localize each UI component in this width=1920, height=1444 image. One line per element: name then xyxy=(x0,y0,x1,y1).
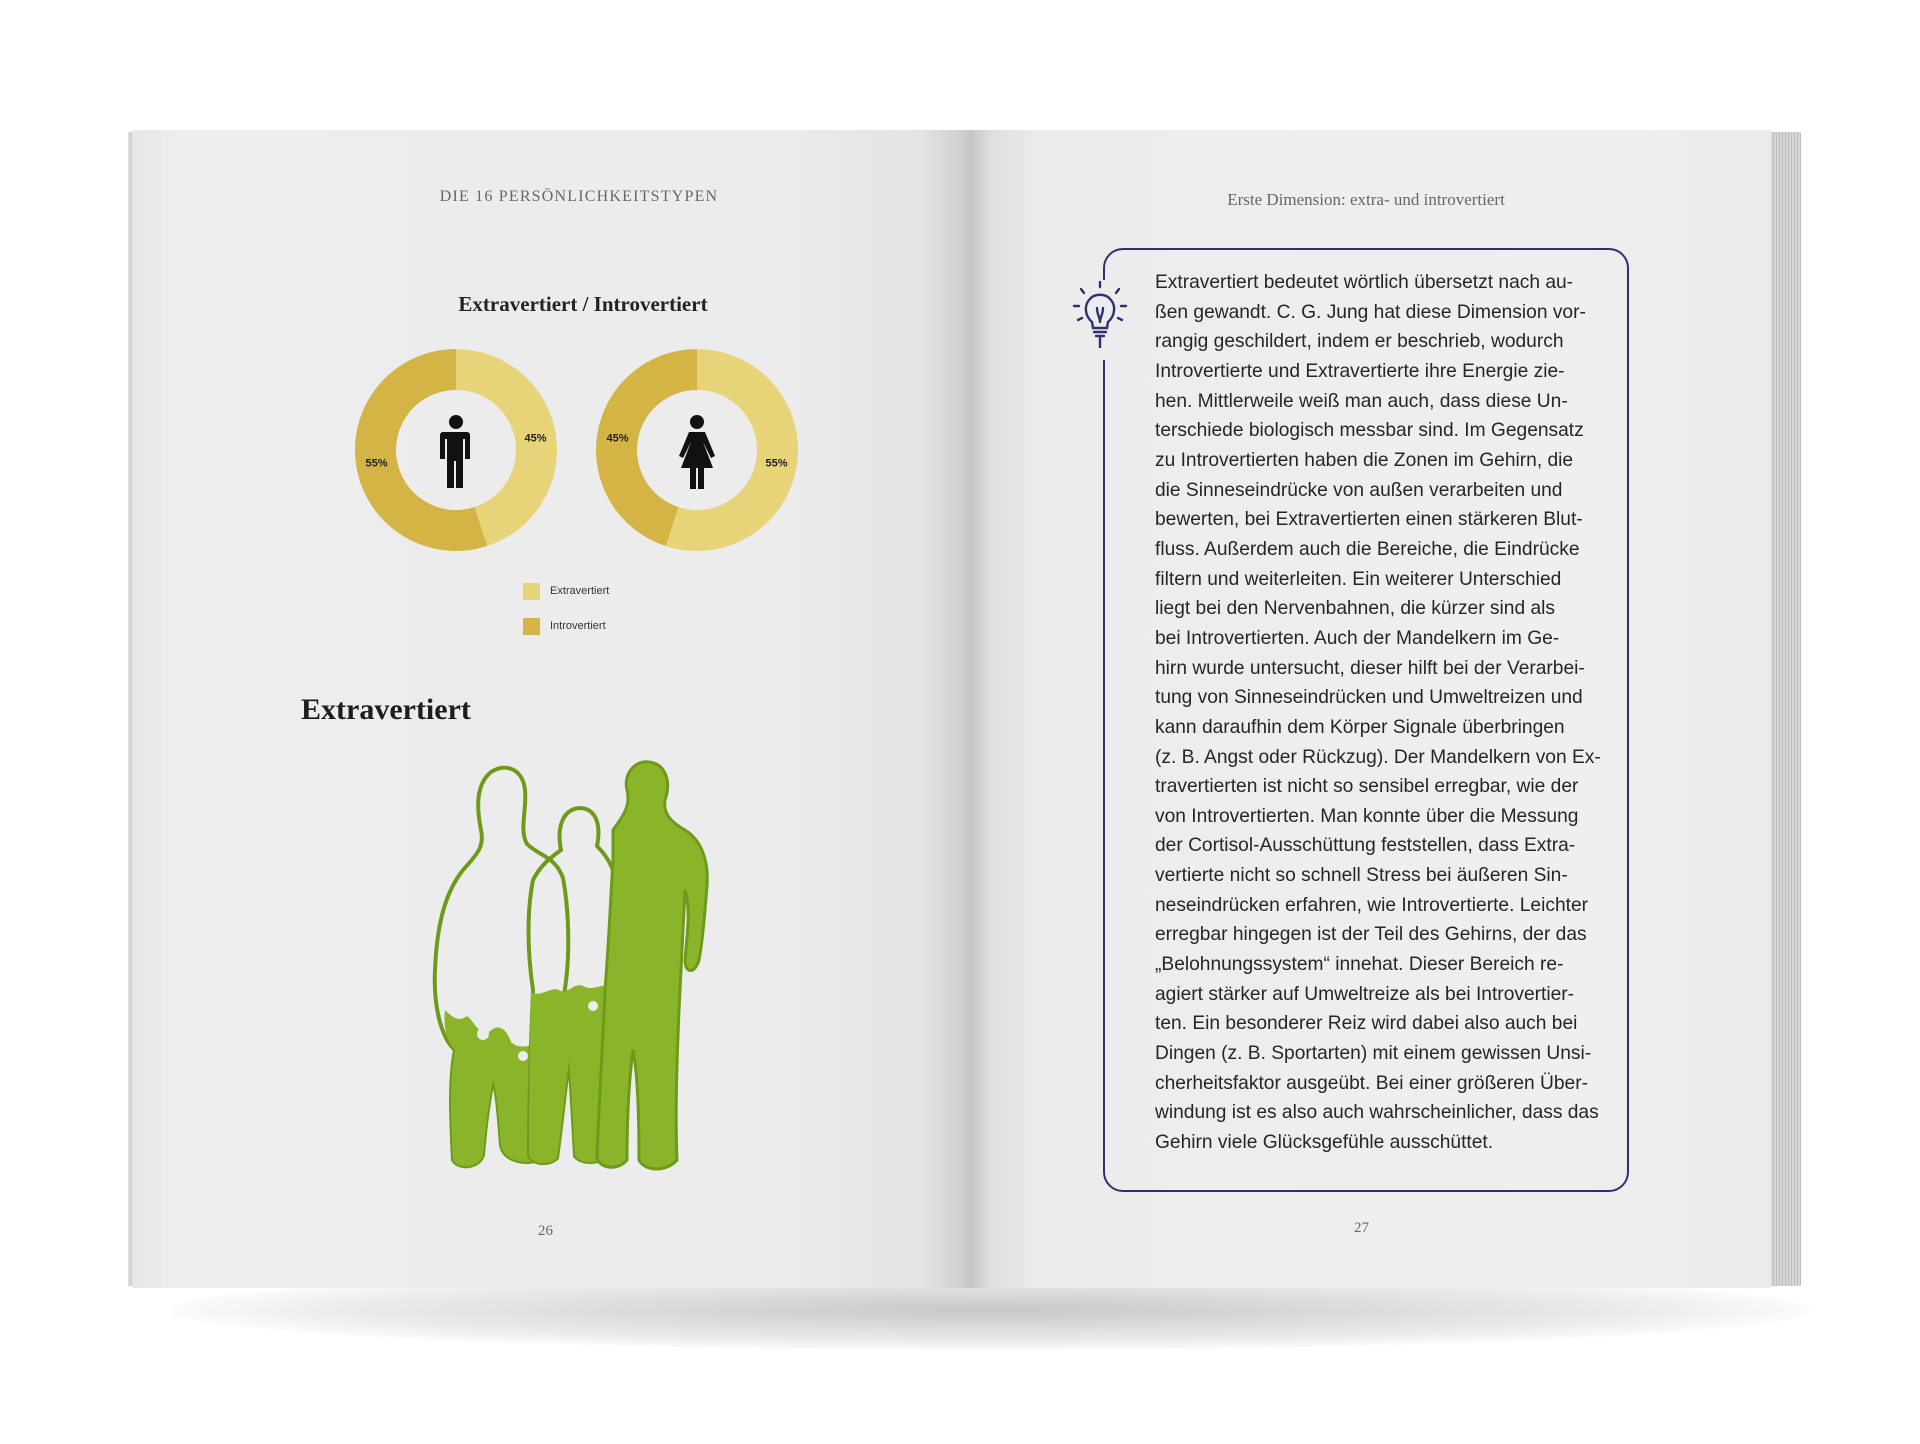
body-line: von Introvertierten. Man konnte über die Messung xyxy=(1155,805,1579,827)
body-line: bei Introvertierten. Auch der Mandelkern im Ge- xyxy=(1155,627,1560,649)
section-heading: Extravertiert xyxy=(301,693,471,726)
body-line: agiert stärker auf Umweltreize als bei Introvertier- xyxy=(1155,983,1575,1005)
legend-swatch-extravertiert xyxy=(523,583,540,600)
page-number-right: 27 xyxy=(1354,1220,1369,1236)
body-line: Dingen (z. B. Sportarten) mit einem gewissen Unsi- xyxy=(1155,1043,1592,1065)
slice-label: 55% xyxy=(365,457,388,470)
legend-label: Extravertiert xyxy=(550,585,610,597)
left-page: DIE 16 PERSÖNLICHKEITSTYPEN Extravertiert / Introvertiert 45% 55% 55% 45% Extravertiert Introvertiert Extravertiert 26 xyxy=(133,130,971,1288)
right-page-edge xyxy=(1771,132,1801,1286)
female-person-icon xyxy=(679,415,715,489)
body-line: vertierte nicht so schnell Stress bei äußeren Sin- xyxy=(1155,865,1568,887)
slice-label: 45% xyxy=(524,432,547,445)
donut-chart xyxy=(596,349,798,551)
body-line: ßen gewandt. C. G. Jung hat diese Dimension vor- xyxy=(1155,301,1586,323)
legend-swatch-introvertiert xyxy=(523,618,540,635)
legend-label: Introvertiert xyxy=(550,620,606,632)
body-line: Gehirn viele Glücksgefühle ausschüttet. xyxy=(1155,1132,1494,1154)
body-line: die Sinneseindrücke von außen verarbeiten und xyxy=(1155,479,1563,501)
body-line: „Belohnungssystem“ innehat. Dieser Bereich re- xyxy=(1155,954,1564,976)
donut-charts xyxy=(133,130,971,570)
body-line: erregbar hingegen ist der Teil des Gehirns, der das xyxy=(1155,924,1587,946)
body-line: zu Introvertierten haben die Zonen im Gehirn, die xyxy=(1155,449,1574,471)
right-page: Erste Dimension: extra- und introvertiert Extravertiert bedeutet wörtlich übersetzt nach au- ßen gewandt. C. G. Jung hat diese Dimension vor- rangig geschildert, indem er beschrieb, wodurch Introvertierte und Extravertierte ihre Energie zie- hen. Mittlerweile weiß man auch, dass diese Un- terschiede biologisch messbar sind. Im Gegensatz zu Introvertierten haben die Zonen im Gehirn, die die Sinneseindrücke von außen verarbeiten und bewerten, bei Extravertierten einen stärkeren Blut- fluss. Außerdem auch die Bereiche, die Eindrücke filtern und weiterleiten. Ein weiterer Unterschied liegt bei den Nervenbahnen, die kürzer sind als bei Introvertierten. Auch der Mandelkern im Ge- hirn wurde untersucht, dieser hilft bei der Verarbei- tung von Sinneseindrücken und Umweltreizen und kann daraufhin dem Körper Signale überbringen (z. B. Angst oder Rückzug). Der Mandelkern von Ex- travertierten ist nicht so sensibel erregbar, wie der von Introvertierten. Man konnte über die Messung der Cortisol-Ausschüttung feststellen, dass Extra- vertierte nicht so schnell Stress bei äußeren Sin- neseindrücken erfahren, wie Introvertierte. Leichter erregbar hingegen ist der Teil des Gehirns, der das „Belohnungssystem“ innehat. Dieser Bereich re- agiert stärker auf Umweltreize als bei Introvertier- ten. Ein besonderer Reiz wird dabei also auch bei Dingen (z. B. Sportarten) mit einem gewissen Unsi- cherheitsfaktor ausgeübt. Bei einer größeren Über- windung ist es also auch wahrscheinlicher, dass das Gehirn viele Glücksgefühle ausschüttet. 27 xyxy=(971,130,1771,1288)
body-line: kann daraufhin dem Körper Signale überbringen xyxy=(1155,716,1565,738)
body-text xyxy=(1155,268,1601,1158)
slice-label: 45% xyxy=(606,432,629,445)
body-line: Introvertierte und Extravertierte ihre Energie zie- xyxy=(1155,360,1565,382)
person-right-fill xyxy=(597,762,707,1169)
body-line: bewerten, bei Extravertierten einen stärkeren Blut- xyxy=(1155,509,1583,531)
body-line: cherheitsfaktor ausgeübt. Bei einer größeren Über- xyxy=(1155,1072,1589,1094)
people-silhouettes-icon xyxy=(423,760,723,1180)
male-person-icon xyxy=(440,415,470,488)
body-line: neseindrücken erfahren, wie Introvertierte. Leichter xyxy=(1155,894,1589,916)
body-line: terschiede biologisch messbar sind. Im Gegensatz xyxy=(1155,420,1584,442)
lightbulb-icon xyxy=(1071,278,1131,348)
body-line: liegt bei den Nervenbahnen, die kürzer sind als xyxy=(1155,598,1555,620)
chart-legend xyxy=(523,580,609,650)
slice-label: 55% xyxy=(765,457,788,470)
body-line: tung von Sinneseindrücken und Umweltreizen und xyxy=(1155,687,1583,709)
body-line: der Cortisol-Ausschüttung feststellen, dass Extra- xyxy=(1155,835,1576,857)
body-line: filtern und weiterleiten. Ein weiterer Unterschied xyxy=(1155,568,1562,590)
body-line: hirn wurde untersucht, dieser hilft bei der Verarbei- xyxy=(1155,657,1585,679)
page-number-left: 26 xyxy=(538,1223,553,1239)
body-line: Extravertiert bedeutet wörtlich übersetzt nach au- xyxy=(1155,272,1574,293)
body-line: (z. B. Angst oder Rückzug). Der Mandelkern von Ex- xyxy=(1155,746,1601,768)
body-line: rangig geschildert, indem er beschrieb, wodurch xyxy=(1155,331,1564,353)
body-line: ten. Ein besonderer Reiz wird dabei also auch bei xyxy=(1155,1013,1578,1035)
body-line: hen. Mittlerweile weiß man auch, dass diese Un- xyxy=(1155,390,1568,412)
chart-title: Extravertiert / Introvertiert xyxy=(458,292,708,316)
body-line: travertierten ist nicht so sensibel erregbar, wie der xyxy=(1155,776,1579,798)
legend-item-introvertiert xyxy=(523,615,609,637)
person-right xyxy=(597,762,707,1169)
body-line: windung ist es also auch wahrscheinlicher, dass das xyxy=(1155,1102,1599,1124)
body-line: fluss. Außerdem auch die Bereiche, die Eindrücke xyxy=(1155,538,1580,560)
donut-chart xyxy=(355,349,557,551)
legend-item-extravertiert xyxy=(523,580,609,602)
